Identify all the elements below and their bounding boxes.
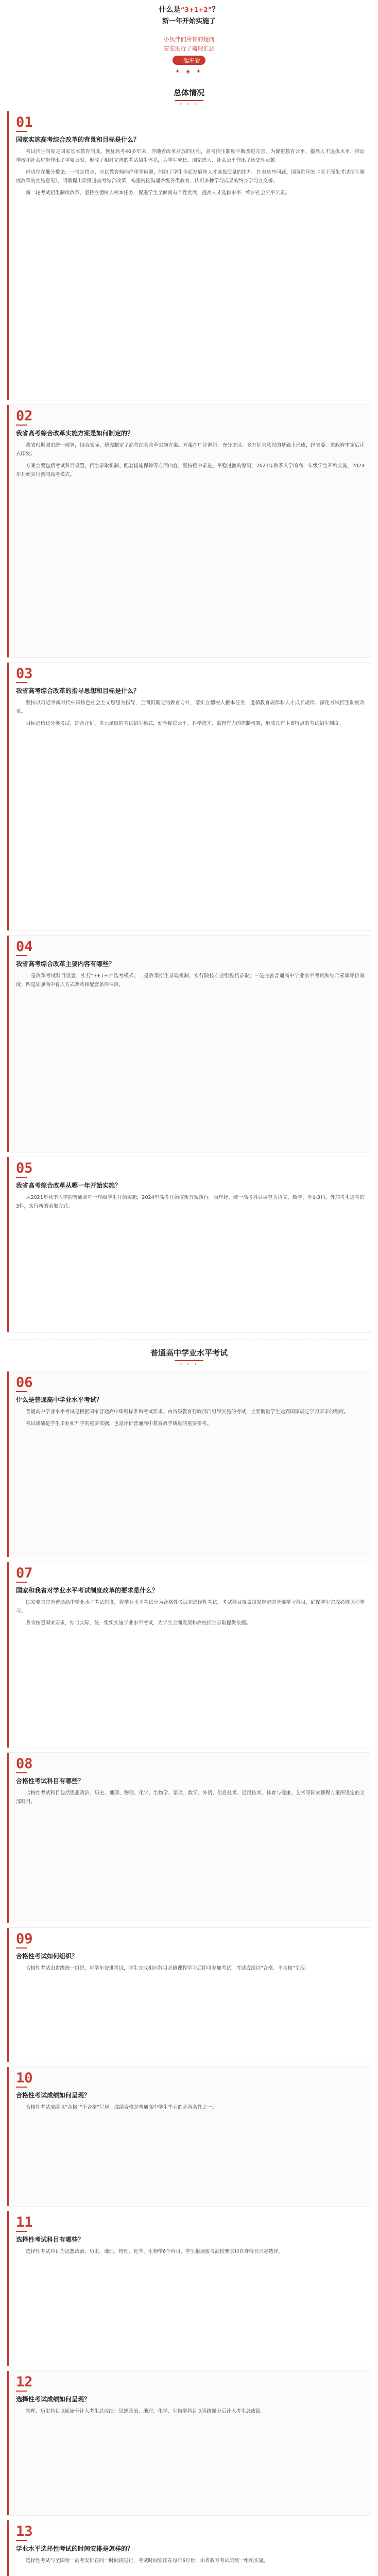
- qa-card: [7, 663, 371, 930]
- section-title-dots: • • •: [179, 1362, 199, 1367]
- read-badge: 一起来看: [173, 56, 205, 65]
- section-title-dots: • • •: [179, 102, 199, 107]
- article-header: [0, 0, 378, 80]
- header-title2: 新一年开始实施了: [162, 18, 216, 25]
- qa-card: [7, 936, 371, 1152]
- qa-answer-paragraph: 合格性考试成绩以“合格”“不合格”呈现，成绩合格是普通高中学生毕业的必备条件之一。: [26, 2105, 217, 2110]
- qa-card: [7, 111, 371, 400]
- qa-number-underline: [16, 2231, 27, 2232]
- qa-number: 01: [16, 114, 33, 130]
- qa-number-underline: [16, 955, 27, 956]
- qa-number-underline: [16, 682, 27, 683]
- qa-question: 国家和我省对学业水平考试制度改革的要求是什么？: [16, 1587, 159, 1594]
- qa-card: [7, 2067, 371, 2206]
- header-subtitle1: 小伙伴们所有的疑问: [163, 36, 215, 43]
- qa-number-underline: [16, 1947, 27, 1948]
- qa-number-underline: [16, 1772, 27, 1773]
- qa-card: [7, 405, 371, 657]
- qa-number-underline: [16, 1177, 27, 1178]
- section-title-underline: [175, 100, 203, 101]
- qa-question: 我省高考综合改革的指导思想和目标是什么？: [16, 687, 140, 694]
- qa-number: 09: [16, 1931, 33, 1947]
- header-title-pre: 什么是: [159, 6, 181, 14]
- qa-number: 03: [16, 666, 33, 682]
- qa-question: 我省高考综合改革实施方案是如何制定的？: [16, 430, 134, 437]
- qa-number-underline: [16, 425, 27, 426]
- qa-answer-paragraph: 我省根据国家统一部署，结合实际，研究制定了高考综合改革实施方案。方案在广泛调研、充分论证、多方征求意见的基础上形成，经省委、省政府审定后正式印发。: [16, 443, 365, 457]
- qa-question: 合格性考试科目有哪些？: [16, 1777, 84, 1785]
- section-title: 普通高中学业水平考试: [150, 1348, 228, 1358]
- qa-card: [7, 1928, 371, 2062]
- qa-number: 02: [16, 408, 33, 424]
- qa-card: [7, 1562, 371, 1748]
- qa-answer-paragraph: 目标是构建分类考试、综合评价、多元录取的考试招生模式，健全促进公平、科学选才、监督有力的体制机制，形成具有本省特点的考试招生制度。: [26, 721, 344, 726]
- sections-container: [0, 87, 378, 2576]
- qa-question: 国家实施高考综合改革的背景和目标是什么？: [16, 136, 140, 143]
- qa-number-underline: [16, 2540, 27, 2541]
- header-title-quote: “3+1+2”: [180, 6, 212, 13]
- qa-number: 12: [16, 2374, 33, 2390]
- qa-answer-paragraph: 选择性考试与全国统一高考安排在同一时间段进行，考试时间安排在每年6月份，由省教育考试院统一组织实施。: [26, 2558, 269, 2564]
- qa-question: 选择性考试科目有哪些？: [16, 2236, 84, 2243]
- qa-question: 学业水平选择性考试的时间安排是怎样的？: [16, 2545, 134, 2552]
- qa-question: 什么是普通高中学业水平考试？: [16, 1396, 103, 1403]
- qa-answer-paragraph: 考试成绩是学生毕业和升学的重要依据，也是评价普通高中教育教学质量的重要参考。: [26, 1421, 212, 1427]
- qa-answer-paragraph: 选择性考试科目为思想政治、历史、地理、物理、化学、生物学6个科目，学生根据报考高校要求和自身特长兴趣选择。: [26, 2249, 284, 2255]
- qa-number: 04: [16, 939, 33, 955]
- header-subtitle2: 安安进行了梳理汇总: [163, 45, 215, 52]
- qa-number: 07: [16, 1565, 33, 1581]
- qa-number-underline: [16, 131, 27, 132]
- qa-card: [7, 2211, 371, 2366]
- section-title-underline: [175, 1360, 203, 1361]
- qa-answer-paragraph: 考试招生制度是国家基本教育制度。恢复高考40多年来，伴随着改革开放的历程，高考招生制度不断改进完善，为促进教育公平、提高人才选拔水平、推动学校和社会进步作出了重要贡献，形成了相对完善的考试招生体系，为学生成长、国家选人、社会公平作出了历史性贡献。: [16, 149, 365, 163]
- qa-number: 13: [16, 2523, 33, 2539]
- qa-question: 选择性考试成绩如何呈现？: [16, 2396, 91, 2403]
- qa-card: [7, 1753, 371, 1923]
- qa-number: 08: [16, 1756, 33, 1772]
- section-title-block: [0, 87, 378, 107]
- qa-number-underline: [16, 2391, 27, 2392]
- qa-card: [7, 2371, 371, 2515]
- qa-number: 11: [16, 2214, 33, 2230]
- header-title-post: ？: [212, 6, 219, 14]
- section-title-block: [0, 1347, 378, 1367]
- qa-answer-paragraph: 我省按照国家要求，结合实际，统一组织实施学业水平考试，为学生全面发展和高校招生录取提供依据。: [26, 1620, 251, 1626]
- qa-number-underline: [16, 1582, 27, 1583]
- qa-answer-paragraph: 但也存在唯分数论、一考定终身、应试教育倾向严重等问题，制约了学生全面发展和人才选拔质量的提升。针对这些问题，国务院印发《关于深化考试招生制度改革的实施意见》，明确提出要推进高考综合改革，构建衔接沟通各级各类教育、认可多种学习成果的终身学习立交桥。: [16, 170, 365, 184]
- qa-question: 合格性考试成绩如何呈现？: [16, 2092, 91, 2099]
- qa-answer-paragraph: 一是改革考试科目设置，实行“3+1+2”选考模式；二是改革招生录取机制，实行院校专业组投档录取；三是完善普通高中学业水平考试和综合素质评价制度；四是加强高中育人方式改革和配套条件保障。: [16, 973, 365, 988]
- qa-number: 10: [16, 2070, 33, 2086]
- qa-card: [7, 2520, 371, 2576]
- qa-answer-paragraph: 物理、历史科目以原始分计入考生总成绩；思想政治、地理、化学、生物学科目以等级赋分后计入考生总成绩。: [26, 2409, 266, 2414]
- qa-answer-paragraph: 合格性考试科目包括思想政治、历史、地理、物理、化学、生物学、语文、数学、外语、信息技术、通用技术、体育与健康、艺术等国家课程方案所设定的全部科目。: [16, 1790, 365, 1805]
- qa-answer-paragraph: 从2021年秋季入学的普通高中一年级学生开始实施，2024年高考开始按新方案执行。当年起，统一高考科目调整为语文、数学、外语3科，外加考生选考的3科，实行新的录取方式。: [16, 1195, 365, 1209]
- qa-answer-paragraph: 合格性考试由省级统一组织，每学年安排考试，学生完成相应科目必修课程学习后即可参加考试，考试成绩以“合格、不合格”呈现。: [26, 1965, 310, 1971]
- qa-number-underline: [16, 1391, 27, 1392]
- qa-answer-paragraph: 普通高中学业水平考试是根据国家普通高中课程标准和考试要求，由省级教育行政部门组织实施的考试，主要衡量学生达到国家规定学习要求的程度。: [26, 1409, 349, 1415]
- qa-question: 我省高考综合改革从哪一年开始实施？: [16, 1182, 122, 1189]
- qa-answer-paragraph: 国家要求完善普通高中学业水平考试制度，将学业水平考试分为合格性考试和选择性考试，考试科目覆盖国家规定的全部学习科目，确保学生完成必修课程学习。: [16, 1600, 365, 1614]
- qa-answer-paragraph: 新一轮考试招生制度改革，坚持立德树人根本任务，促进学生全面而有个性发展，提高人才选拔水平，维护社会公平公正。: [26, 190, 290, 196]
- qa-question: 合格性考试如何组织？: [16, 1953, 78, 1960]
- section-title: 总体情况: [173, 88, 204, 97]
- qa-number-underline: [16, 2087, 27, 2088]
- qa-card: [7, 1157, 371, 1332]
- header-title: [0, 4, 378, 15]
- qa-answer-paragraph: 坚持以习近平新时代中国特色社会主义思想为指导，全面贯彻党的教育方针，落实立德树人根本任务，遵循教育规律和人才成长规律，深化考试招生制度改革。: [16, 700, 365, 715]
- qa-number: 06: [16, 1375, 33, 1391]
- decor-glyphs: ✦ ◈ ✦: [175, 68, 203, 75]
- qa-answer-paragraph: 方案主要包括考试科目设置、招生录取机制、配套措施保障等方面内容，坚持稳中求进、平稳过渡的原则，2021年秋季入学的高一年级学生开始实施，2024年开始实行新的高考模式。: [16, 463, 365, 478]
- qa-number: 05: [16, 1160, 33, 1176]
- qa-card: [7, 1371, 371, 1557]
- qa-question: 我省高考综合改革主要内容有哪些？: [16, 960, 115, 968]
